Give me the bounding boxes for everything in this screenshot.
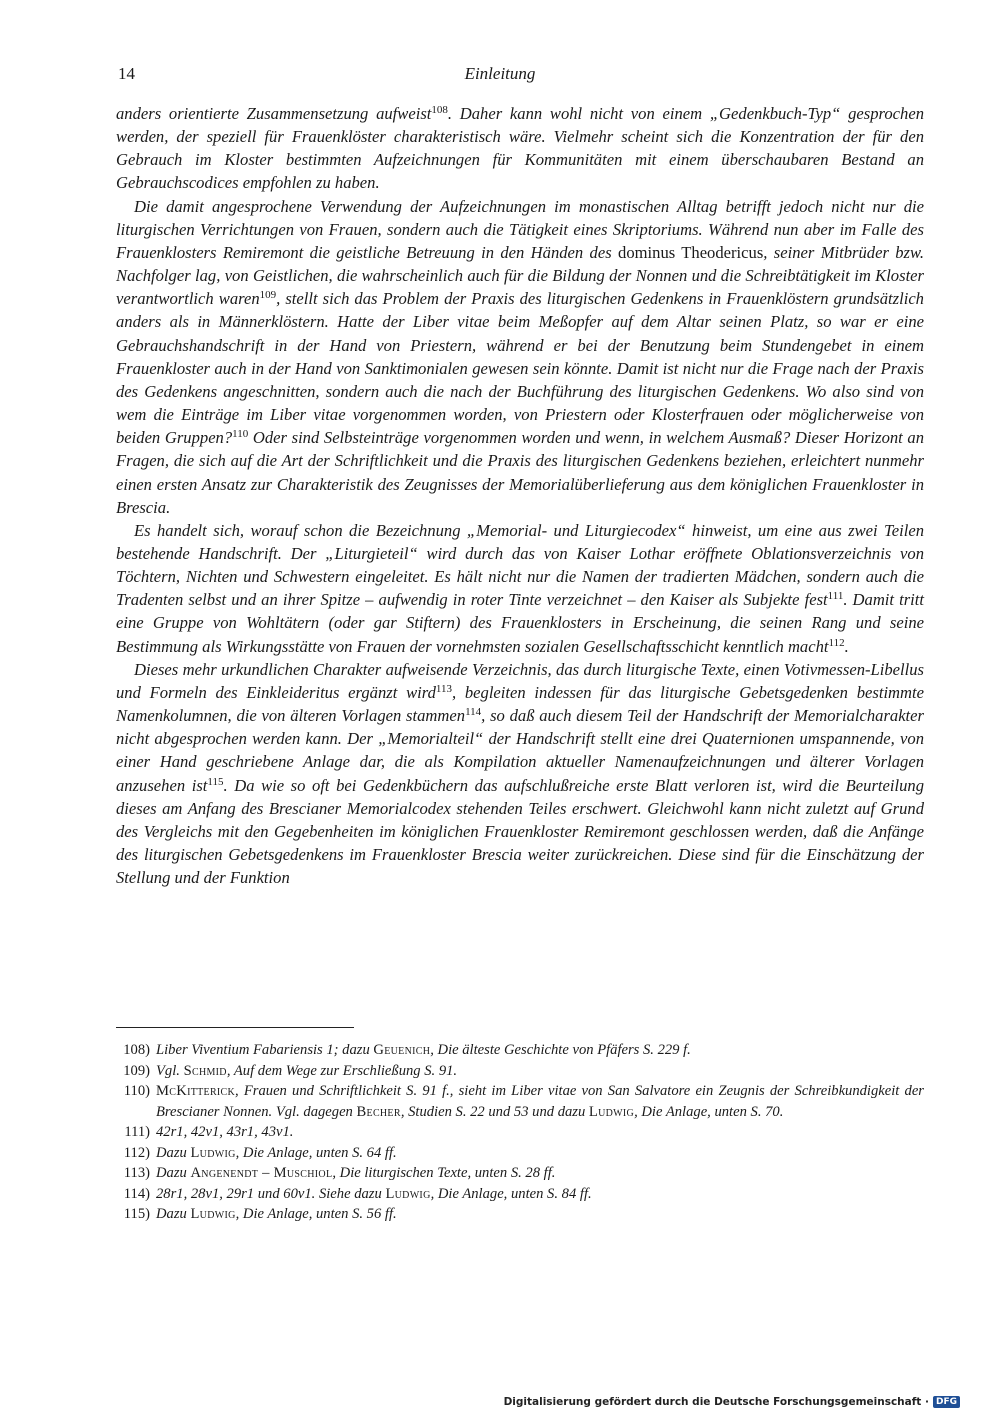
funding-notice [504,1396,960,1408]
text-run: , Die Anlage, unten S. 64 ff. [235,1144,397,1161]
dfg-logo: DFG [933,1396,960,1408]
text-run: . [844,636,849,656]
text-run: , Frauen und Schriftlichkeit S. 91 f., sieht im Liber vitae von San Salvatore ein Zeugnis der Schreibkundigkeit der Brescianer Nonnen. Vgl. dagegen [156,1083,924,1120]
text-run: Liber Viventium Fabariensis 1; dazu [156,1042,374,1058]
text-run: , so daß auch diesem Teil der Handschrift der Memorialcharakter nicht abgesprochen werden kann. Der „Memorialteil“ der Handschrift stellt eine drei Quaternionen umspannende, von einer Hand geschriebene Anlage dar, die als Kompilation aktueller Namenaufzeichnungen und älterer Vorlagen anzusehen ist [116,706,924,795]
author-name: Geuenich [373,1042,431,1058]
funding-text: Digitalisierung gefördert durch die Deutsche Forschungsgemeinschaft · [503,1396,929,1408]
footnote [116,1143,924,1164]
author-name: Ludwig [190,1206,236,1222]
text-run: , Die Anlage, unten S. 56 ff. [235,1206,397,1222]
text-run: Dazu [156,1165,191,1181]
author-name: Becher [356,1103,401,1120]
paragraph [116,195,924,519]
footnote-number: 112) [123,1144,150,1161]
footnote [116,1163,924,1184]
running-head: Einleitung [464,64,536,83]
footnote [116,1184,924,1205]
author-name: McKitterick [156,1083,236,1099]
text-run: Vgl. [156,1062,184,1079]
text-run: . Damit tritt eine Gruppe von Wohltätern (oder gar Stiftern) des Frauenklosters in Erscheinung, die seinen Rang und seine Bestimmung als Wirkungsstätte von Frauen der vornehmsten sozialen Gesellschaftsschicht kenntlich macht [116,590,924,656]
text-run: , Die Anlage, unten S. 70. [634,1103,784,1120]
footnote [116,1081,924,1122]
footnote-number: 114) [123,1185,150,1202]
paragraph [116,102,924,195]
footnote-text [156,1204,924,1225]
text-run: Oder sind Selbsteinträge vorgenommen worden und wenn, in welchem Ausmaß? Dieser Horizont an Fragen, die sich auf die Art der Schriftlichkeit und die Praxis des liturgischen Gedenkens beziehen, erleichtert nunmehr einen ersten Ansatz zur Charakteristik des Zeugnisses der Memorialüberlieferung aus dem königlichen Frauenkloster in Brescia. [116,428,924,517]
footnote-text [156,1061,924,1082]
text-run: Dazu [156,1206,191,1222]
footnote-ref[interactable]: 109 [259,289,277,302]
text-run-upright: dominus Theodericus [618,242,764,262]
footnote-ref[interactable]: 114 [465,706,482,719]
footnote-text [156,1040,924,1061]
footnote-text: 42r1, 42v1, 43r1, 43v1. [156,1124,294,1140]
footnote-ref[interactable]: 110 [232,428,249,441]
footnote-divider [116,1027,354,1028]
author-name: Schmid [183,1062,227,1079]
footnote-number: 113) [123,1165,150,1181]
footnote [116,1204,924,1225]
text-run: , Studien S. 22 und 53 und dazu [400,1103,589,1120]
footnote-number: 108) [123,1042,150,1058]
footnote-ref[interactable]: 112 [828,636,845,649]
author-name: Angenendt – Muschiol [190,1165,333,1181]
footnote-number: 111) [124,1124,150,1140]
footnote-text [156,1081,924,1122]
footnote-ref[interactable]: 115 [207,775,224,788]
text-run: , Die älteste Geschichte von Pfäfers S. 229 f. [430,1042,691,1058]
author-name: Ludwig [588,1103,635,1120]
author-name: Ludwig [385,1185,431,1202]
text-run: . Da wie so oft bei Gedenkbüchern das aufschlußreiche erste Blatt verloren ist, wird die Beurteilung dieses am Anfang des Brescianer Memorialcodex stehenden Teiles erschwert. Gleichwohl kann nicht zuletzt auf Grund des Vergleichs mit den Gegebenheiten im königlichen Frauenkloster Remiremont geschlossen werden, daß die Anfänge des liturgischen Gebetsgedenkens im Frauenkloster Brescia weiter zurückreichen. Diese sind für die Einschätzung der Stellung und der Funktion [116,775,924,888]
footnote-text [156,1184,924,1205]
footnote-ref[interactable]: 111 [827,590,844,603]
footnote-text [156,1143,924,1164]
text-run: , Die Anlage, unten S. 84 ff. [430,1185,592,1202]
text-run: , Die liturgischen Texte, unten S. 28 ff. [332,1165,556,1181]
author-name: Ludwig [190,1144,236,1161]
footnotes [116,1040,924,1225]
text-run: , seiner Mitbrüder bzw. Nachfolger lag, von Geistlichen, die wahrscheinlich auch für die Bildung der Nonnen und die Schreibtätigkeit im Kloster verantwortlich waren [116,242,924,309]
footnote [116,1061,924,1082]
page-number: 14 [118,64,135,83]
main-text [116,102,924,889]
paragraph [116,519,924,658]
footnote-number: 115) [123,1206,150,1222]
text-run: 28r1, 28v1, 29r1 und 60v1. Siehe dazu [156,1185,386,1202]
footnote-ref[interactable]: 108 [431,104,448,116]
footnote-number: 109) [123,1062,150,1079]
text-run: Es handelt sich, worauf schon die Bezeichnung „Memorial- und Liturgiecodex“ hinweist, um eine aus zwei Teilen bestehende Handschrift. Der „Liturgieteil“ wird durch das von Kaiser Lothar eröffnete Oblationsverzeichnis von Töchtern, Nichten und Schwestern eingeleitet. Es hält nicht nur die Namen der tradierten Mädchen, sondern auch die Tradenten selbst und an ihrer Spitze – aufwendig in roter Tinte verzeichnet – den Kaiser als Subjekte fest [116,520,924,610]
text-run: anders orientierte Zusammensetzung aufweist [116,104,432,123]
text-run: , Auf dem Wege zur Erschließung S. 91. [226,1062,458,1079]
footnote [116,1040,924,1061]
footnote-ref[interactable]: 113 [435,682,452,695]
text-run: , begleiten indessen für das liturgische Gebetsgedenken bestimmte Namenkolumnen, die von älteren Vorlagen stammen [116,682,924,726]
text-run: . Daher kann wohl nicht von einem „Gedenkbuch-Typ“ gesprochen werden, der speziell für Frauenklöster charakteristisch wäre. Vielmehr scheint sich die Konzentration der für den Gebrauch im Kloster bestimmten Aufzeichnungen für Kommunitäten mit einem überschaubaren Bestand an Gebrauchscodices empfohlen zu haben. [116,104,924,193]
text-run: Die damit angesprochene Verwendung der Aufzeichnungen im monastischen Alltag betrifft jedoch nicht nur die liturgischen Verrichtungen von Frauen, sondern auch die Tätigkeit eines Skriptoriums. Während nun aber im Falle des Frauenklosters Remiremont die geistliche Betreuung in den Händen des [116,196,924,262]
footnote [116,1122,924,1143]
text-run: , stellt sich das Problem der Praxis des liturgischen Gedenkens in Frauenklöstern grundsätzlich anders als in Männerklöstern. Hatte der Liber vitae beim Meßopfer auf dem Altar seinen Platz, so war er eine Gebrauchshandschrift in der Hand von Priestern, während er bei der Benutzung beim Stundengebet in einem Frauenkloster auch in der Hand von Sanktimonialen gewesen sein könnte. Damit ist nicht nur die Frage nach der Praxis des Gedenkens angeschnitten, sondern auch die nach der Buchführung des liturgischen Gedenkens. Wo also sind von wem die Einträge im Liber vitae vorgenommen worden, von Priestern oder Klosterfrauen oder möglicherweise von beiden Gruppen? [116,289,924,448]
footnote-number: 110) [123,1083,150,1099]
paragraph [116,658,924,890]
footnote-text [156,1163,924,1184]
text-run: Dazu [156,1144,191,1161]
text-run: Dieses mehr urkundlichen Charakter aufweisende Verzeichnis, das durch liturgische Texte, einen Votivmessen-Libellus und Formeln des Einkleideritus ergänzt wird [116,659,924,702]
